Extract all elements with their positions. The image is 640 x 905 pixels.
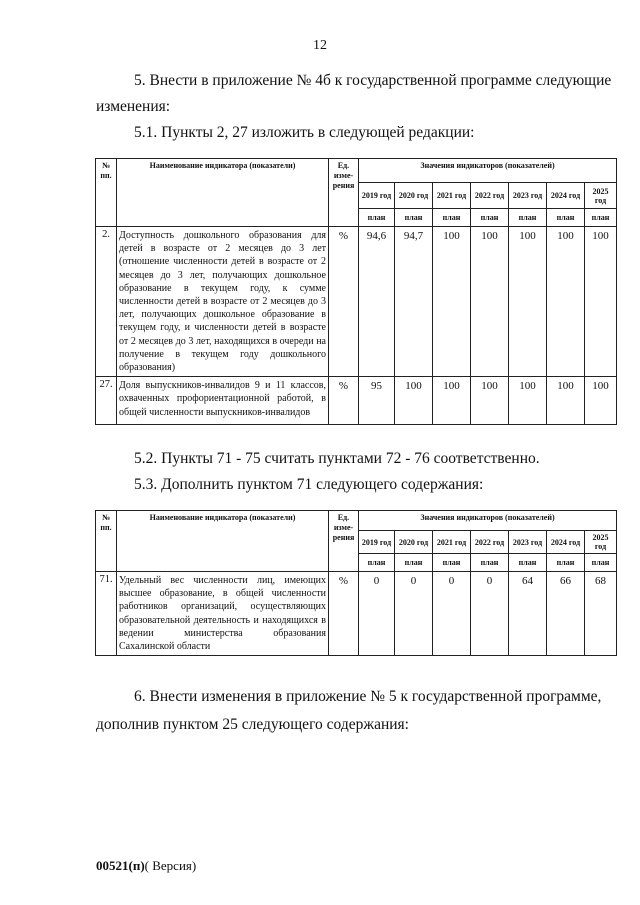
- paragraph-5-1: 5.1. Пункты 2, 27 изложить в следующей редакции:: [134, 124, 475, 141]
- row-value: 100: [433, 227, 471, 377]
- header-plan: план: [585, 554, 617, 572]
- header-year: 2024 год: [547, 531, 585, 554]
- header-plan: план: [547, 554, 585, 572]
- indicators-table-2: [95, 510, 617, 656]
- header-values-title: Значения индикаторов (показателей): [359, 159, 617, 183]
- row-value: 100: [509, 227, 547, 377]
- row-value: 0: [433, 572, 471, 656]
- row-num: 27.: [96, 377, 117, 425]
- row-value: 0: [471, 572, 509, 656]
- table-row: [96, 572, 617, 656]
- header-plan: план: [585, 209, 617, 227]
- header-plan: план: [359, 554, 395, 572]
- row-num: 71.: [96, 572, 117, 656]
- header-year: 2023 год: [509, 531, 547, 554]
- row-name: Доля выпускников-инвалидов 9 и 11 классов, охваченных профориентационной работой, в общей численности выпускников-инвалидов: [117, 377, 329, 425]
- header-year: 2020 год: [395, 183, 433, 209]
- header-plan: план: [509, 209, 547, 227]
- header-year: 2021 год: [433, 183, 471, 209]
- header-plan: план: [471, 209, 509, 227]
- row-value: 94,7: [395, 227, 433, 377]
- header-num: № пп.: [96, 511, 117, 572]
- row-name: Доступность дошкольного образования для детей в возрасте от 2 месяцев до 3 лет (отношение численности детей в возрасте от 2 месяцев до 3 лет, получающих дошкольное образование в текущем году, к сумме численности детей в возрасте от 2 месяцев до 3 лет, получающих дошкольное образование в текущем году, и численности детей в возрасте от 2 месяцев до 3 лет, находящихся в очереди на получение в текущем году дошкольного образования): [117, 227, 329, 377]
- row-unit: %: [329, 377, 359, 425]
- header-plan: план: [359, 209, 395, 227]
- row-value: 0: [359, 572, 395, 656]
- row-num: 2.: [96, 227, 117, 377]
- header-year: 2023 год: [509, 183, 547, 209]
- header-year: 2019 год: [359, 531, 395, 554]
- row-value: 100: [433, 377, 471, 425]
- row-value: 94,6: [359, 227, 395, 377]
- paragraph-5-2: 5.2. Пункты 71 - 75 считать пунктами 72 - 76 соответственно.: [134, 450, 540, 467]
- header-plan: план: [547, 209, 585, 227]
- row-value: 64: [509, 572, 547, 656]
- row-value: 100: [547, 227, 585, 377]
- row-unit: %: [329, 227, 359, 377]
- header-year: 2019 год: [359, 183, 395, 209]
- row-value: 100: [585, 227, 617, 377]
- header-plan: план: [395, 209, 433, 227]
- header-year: 2021 год: [433, 531, 471, 554]
- header-year: 2025 год: [585, 531, 617, 554]
- header-year: 2024 год: [547, 183, 585, 209]
- header-year: 2025 год: [585, 183, 617, 209]
- table-row: [96, 227, 617, 377]
- header-values-title: Значения индикаторов (показателей): [359, 511, 617, 531]
- header-plan: план: [433, 554, 471, 572]
- indicators-table-1: [95, 158, 617, 425]
- row-value: 100: [471, 227, 509, 377]
- table-row: [96, 377, 617, 425]
- row-value: 66: [547, 572, 585, 656]
- row-value: 100: [471, 377, 509, 425]
- paragraph-6-continuation: дополнив пунктом 25 следующего содержания:: [96, 716, 409, 733]
- paragraph-5: 5. Внести в приложение № 4б к государственной программе следующие: [134, 72, 612, 89]
- header-plan: план: [471, 554, 509, 572]
- footer: [96, 858, 196, 874]
- header-unit: Ед. изме-рения: [329, 159, 359, 227]
- header-plan: план: [509, 554, 547, 572]
- row-value: 100: [585, 377, 617, 425]
- header-year: 2022 год: [471, 183, 509, 209]
- header-plan: план: [433, 209, 471, 227]
- paragraph-5-continuation: изменения:: [96, 98, 171, 115]
- header-name: Наименование индикатора (показатели): [117, 511, 329, 572]
- paragraph-5-3: 5.3. Дополнить пунктом 71 следующего содержания:: [134, 476, 484, 493]
- row-value: 0: [395, 572, 433, 656]
- row-value: 95: [359, 377, 395, 425]
- row-unit: %: [329, 572, 359, 656]
- header-year: 2022 год: [471, 531, 509, 554]
- page-number: 12: [313, 38, 327, 53]
- header-unit: Ед. изме-рения: [329, 511, 359, 572]
- row-value: 100: [509, 377, 547, 425]
- footer-version: ( Версия): [144, 858, 197, 873]
- header-plan: план: [395, 554, 433, 572]
- row-value: 100: [547, 377, 585, 425]
- header-num: № пп.: [96, 159, 117, 227]
- header-name: Наименование индикатора (показатели): [117, 159, 329, 227]
- header-year: 2020 год: [395, 531, 433, 554]
- row-value: 100: [395, 377, 433, 425]
- row-value: 68: [585, 572, 617, 656]
- paragraph-6: 6. Внести изменения в приложение № 5 к государственной программе,: [134, 688, 602, 705]
- row-name: Удельный вес численности лиц, имеющих высшее образование, в общей численности работников организаций, осуществляющих образовательной деятельность и находящихся в ведении министерства образования Сахалинской области: [117, 572, 329, 656]
- footer-code: 00521(п): [96, 858, 145, 873]
